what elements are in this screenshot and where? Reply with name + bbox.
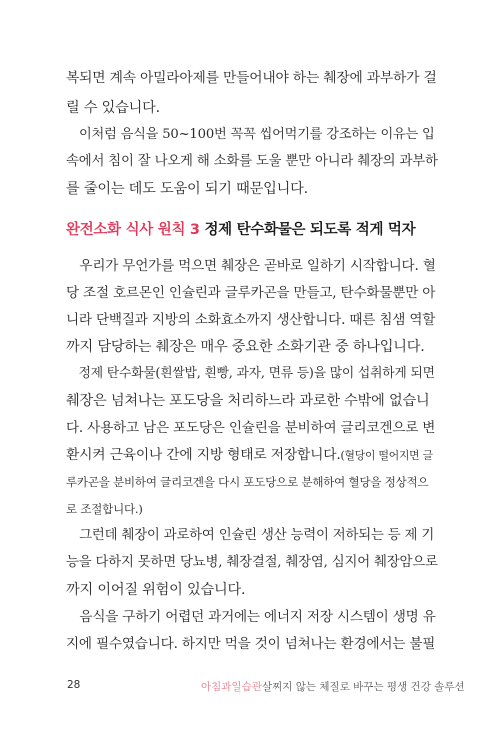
body-line-main: 환시켜 근육이나 간에 지방 형태로 저장합니다. (66, 447, 341, 463)
body-note-line: 로 조절합니다.) (66, 502, 143, 516)
body-line: 복되면 계속 아밀라아제를 만들어내야 하는 췌장에 과부하가 걸 (66, 70, 437, 86)
body-line: 속에서 침이 잘 나오게 해 소화를 도울 뿐만 아니라 췌장의 과부하 (66, 154, 438, 169)
body-line: 니라 단백질과 지방의 소화효소까지 생산합니다. 때른 침샘 역할 (66, 312, 436, 328)
body-line: 췌장은 넘쳐나는 포도당을 처리하느라 과로한 수밖에 없습니 (66, 393, 430, 409)
body-note-line: 루카곤을 분비하여 글리코겐을 다시 포도당으로 분해하여 혈당을 정상적으 (66, 475, 429, 489)
body-line: 지에 필수였습니다. 하지만 먹을 것이 넘쳐나는 환경에서는 불필 (66, 636, 436, 652)
body-line: 우리가 무언가를 먹으면 췌장은 곧바로 일하기 시작합니다. 혈 (66, 258, 436, 274)
body-line: 당 조절 호르몬인 인슐린과 글루카곤을 만들고, 탄수화물뿐만 아 (66, 285, 436, 301)
body-line: 까지 담당하는 췌장은 매우 중요한 소화기관 중 하나입니다. (66, 339, 425, 355)
footer-book-title: 아침과일습관 (201, 681, 262, 693)
footer-subtitle: 살찌지 않는 체질로 바꾸는 평생 건강 솔루션 (262, 681, 465, 693)
body-line: 정제 탄수화물(흰쌀밥, 흰빵, 과자, 면류 등)을 많이 섭취하게 되면 (66, 366, 435, 381)
body-line: 를 줄이는 데도 도움이 되기 때문입니다. (66, 181, 308, 197)
body-line-note: (혈당이 떨어지면 글 (340, 449, 433, 462)
body-line: 릴 수 있습니다. (66, 100, 160, 116)
body-line: 다. 사용하고 남은 포도당은 인슐린을 분비하여 글리코겐으로 변 (66, 420, 436, 436)
body-line: 이처럼 음식을 50~100번 꼭꼭 씹어먹기를 강조하는 이유는 입 (66, 127, 435, 142)
body-line: 까지 이어질 위험이 있습니다. (66, 582, 246, 598)
page-number: 28 (67, 679, 81, 691)
body-line (66, 445, 433, 466)
body-line: 음식을 구하기 어렵던 과거에는 에너지 저장 시스템이 생명 유 (66, 609, 436, 625)
section-heading-title: 정제 탄수화물은 되도록 적게 먹자 (199, 222, 416, 238)
section-heading-label: 완전소화 식사 원칙 3 (66, 222, 200, 238)
body-line: 그런데 췌장이 과로하여 인슐린 생산 능력이 저하되는 등 제 기 (66, 528, 435, 543)
page-footer (0, 679, 500, 697)
body-line: 능을 다하지 못하면 당뇨병, 췌장결절, 췌장염, 심지어 췌장암으로 (66, 555, 438, 570)
section-heading (66, 218, 415, 239)
